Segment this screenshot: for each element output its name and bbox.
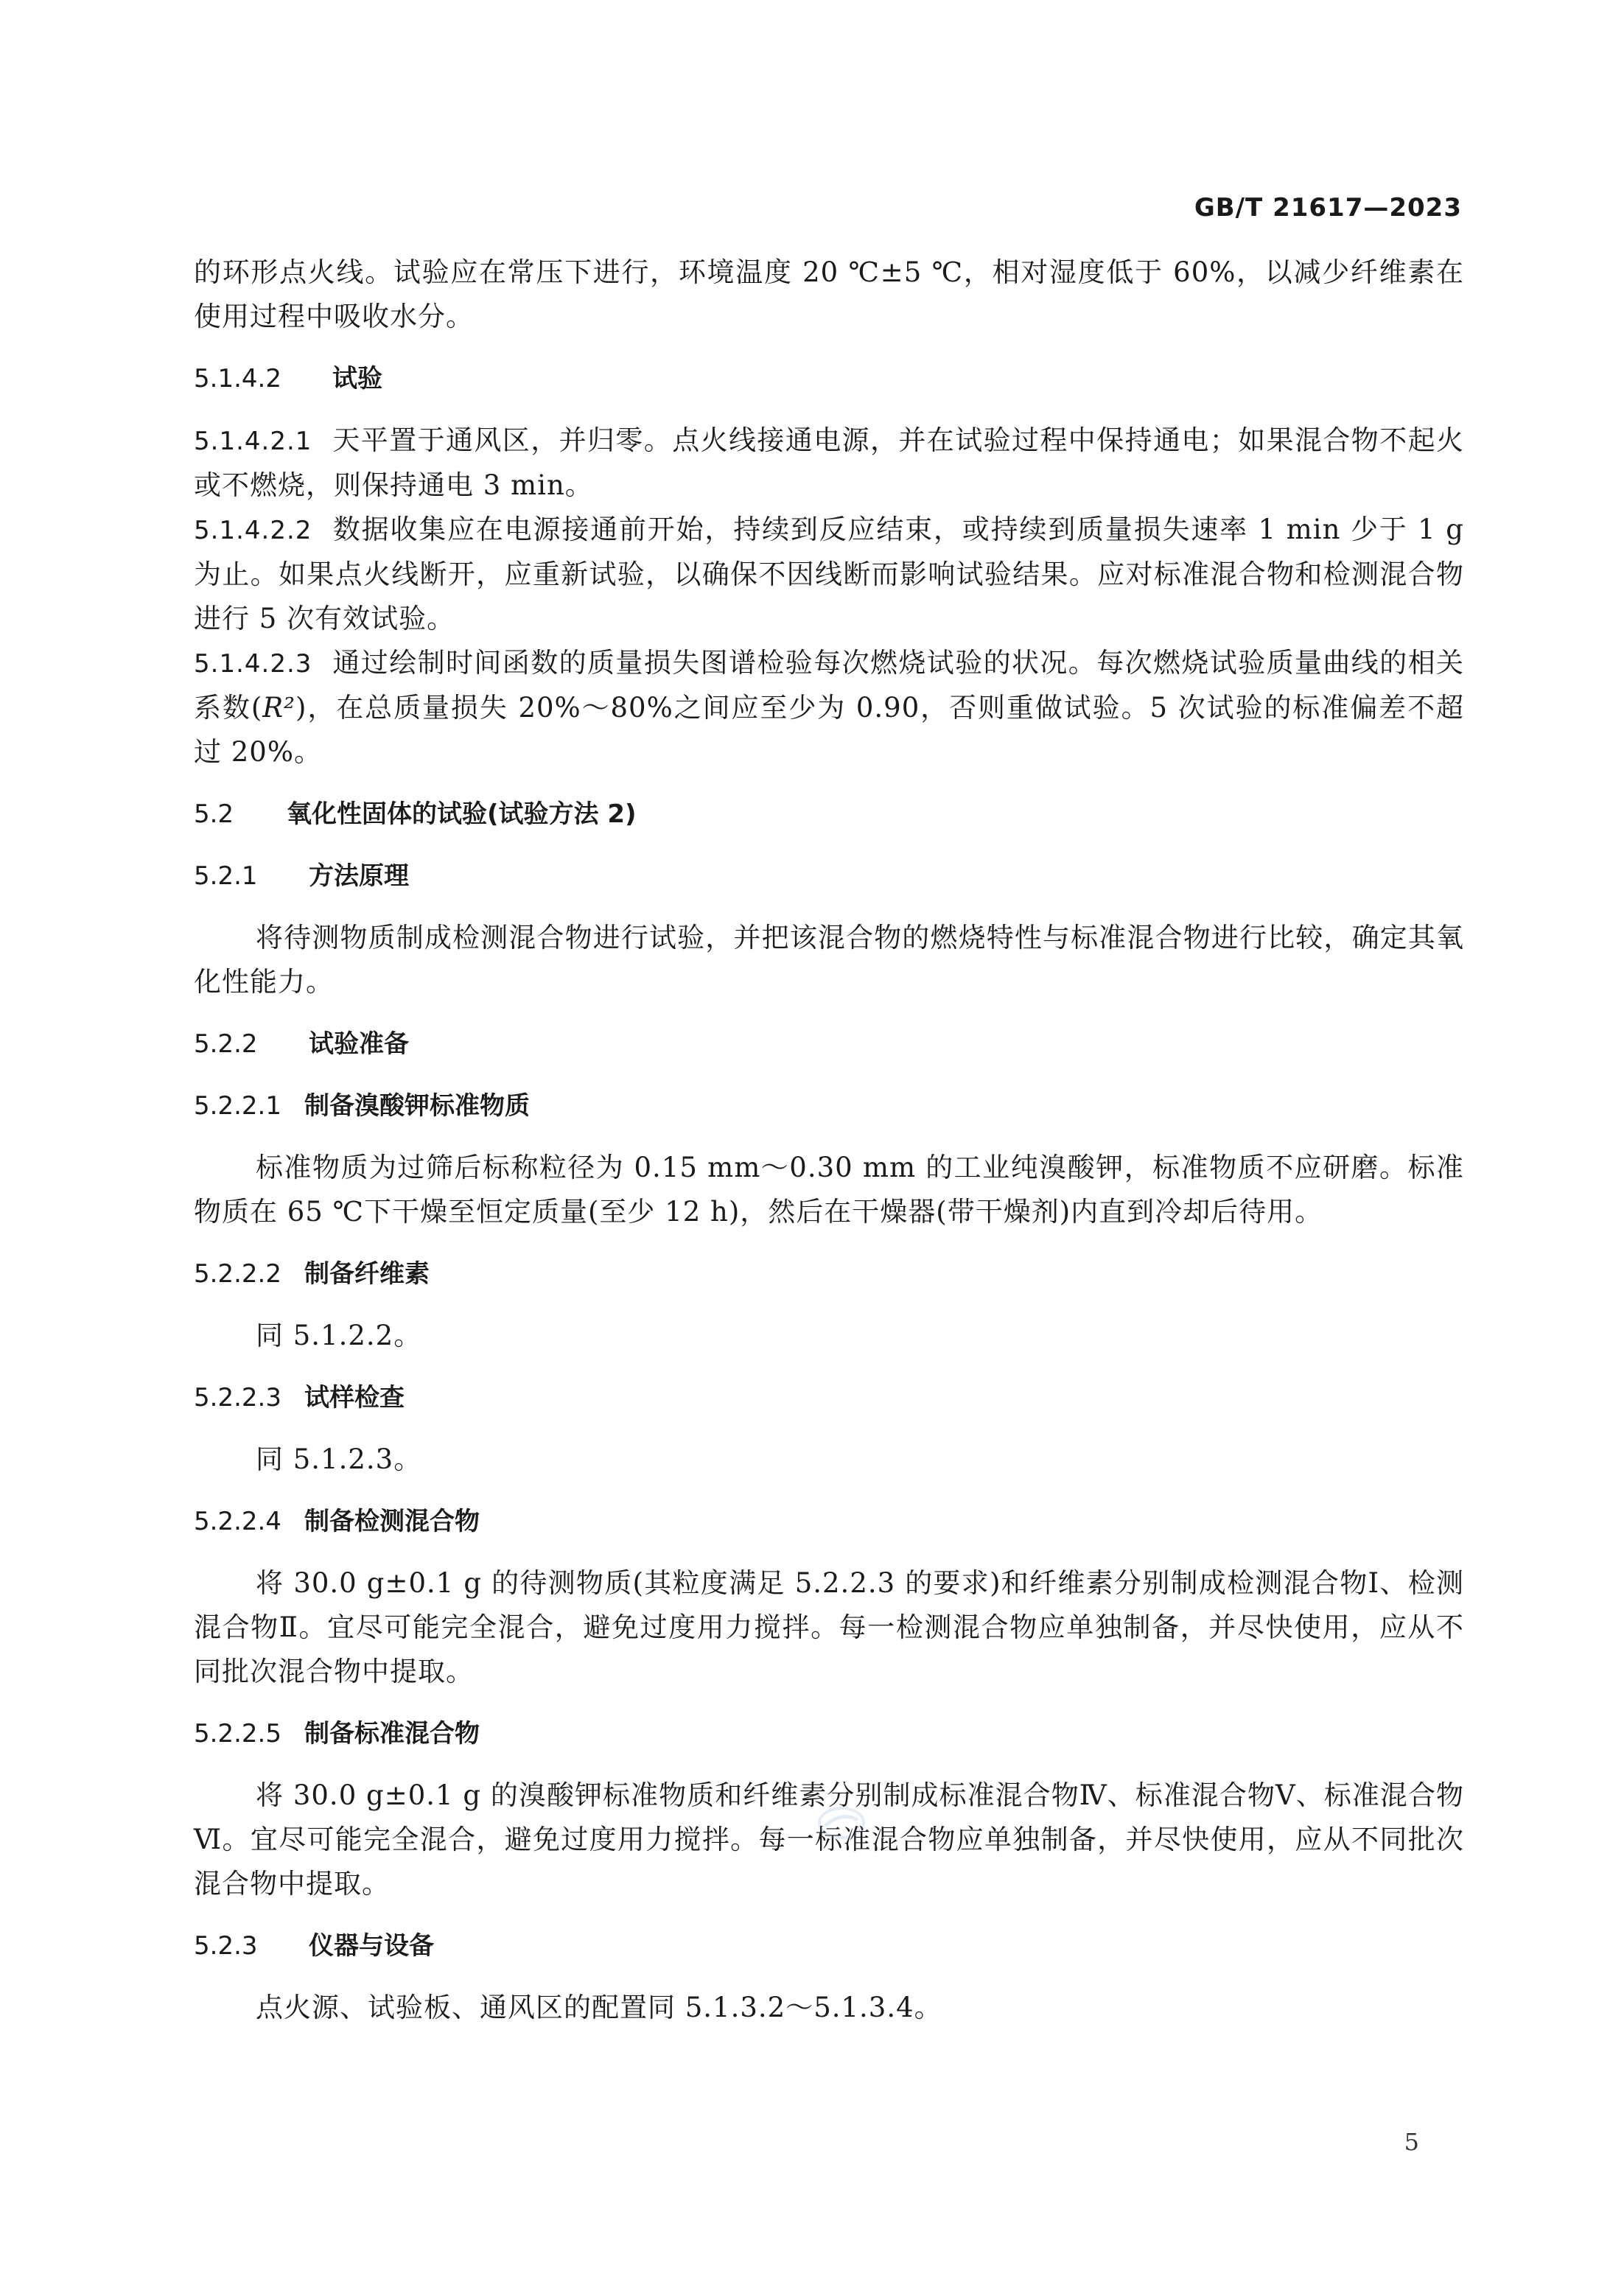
page-number: 5	[1404, 2128, 1419, 2156]
heading-5-2-2: 5.2.2 试验准备	[194, 1029, 409, 1059]
standard-code: GB/T 21617—2023	[1194, 193, 1462, 223]
paragraph-5-2-1: 将待测物质制成检测混合物进行试验，并把该混合物的燃烧特性与标准混合物进行比较，确定其氧化性能力。	[194, 922, 1464, 998]
paragraph-5-2-2-4: 将 30.0 g±0.1 g 的待测物质(其粒度满足 5.2.2.3 的要求)和纤维素分别制成检测混合物Ⅰ、检测混合物Ⅱ。宜尽可能完全混合，避免过度用力搅拌。每一检测混合物应单独制备，并尽快使用，应从不同批次混合物中提取。	[194, 1567, 1464, 1687]
clause-5-1-4-2-2: 5.1.4.2.2 数据收集应在电源接通前开始，持续到反应结束，或持续到质量损失速率 1 min 少于 1 g 为止。如果点火线断开，应重新试验，以确保不因线断而影响试验结果。应对标准混合物和检测混合物进行 5 次有效试验。	[194, 514, 1464, 634]
heading-5-2-3: 5.2.3 仪器与设备	[194, 1931, 434, 1961]
paragraph-continued: 的环形点火线。试验应在常压下进行，环境温度 20 ℃±5 ℃，相对湿度低于 60%，以减少纤维素在使用过程中吸收水分。	[194, 256, 1464, 332]
paragraph-5-2-2-2: 同 5.1.2.2。	[256, 1320, 422, 1351]
heading-5-2-2-1: 5.2.2.1 制备溴酸钾标准物质	[194, 1091, 530, 1121]
heading-5-2: 5.2 氧化性固体的试验(试验方法 2)	[194, 799, 637, 829]
heading-5-1-4-2: 5.1.4.2 试验	[194, 364, 382, 393]
heading-5-2-2-4: 5.2.2.4 制备检测混合物	[194, 1507, 480, 1536]
paragraph-5-2-3: 点火源、试验板、通风区的配置同 5.1.3.2～5.1.3.4。	[256, 1992, 942, 2023]
paragraph-5-2-2-1: 标准物质为过筛后标称粒径为 0.15 mm～0.30 mm 的工业纯溴酸钾，标准物质不应研磨。标准物质在 65 ℃下干燥至恒定质量(至少 12 h)，然后在干燥器(带干燥剂)内直到冷却后待用。	[194, 1152, 1464, 1228]
clause-5-1-4-2-3: 5.1.4.2.3 通过绘制时间函数的质量损失图谱检验每次燃烧试验的状况。每次燃烧试验质量曲线的相关系数(R²)，在总质量损失 20%～80%之间应至少为 0.90，否则重做试验。5 次试验的标准偏差不超过 20%。	[194, 647, 1464, 768]
paragraph-5-2-2-5: 将 30.0 g±0.1 g 的溴酸钾标准物质和纤维素分别制成标准混合物Ⅳ、标准混合物Ⅴ、标准混合物Ⅵ。宜尽可能完全混合，避免过度用力搅拌。每一标准混合物应单独制备，并尽快使用，应从不同批次混合物中提取。	[194, 1779, 1464, 1900]
heading-5-2-1: 5.2.1 方法原理	[194, 861, 409, 891]
sac-logo-icon	[818, 1807, 865, 1839]
document-body	[194, 251, 1464, 2030]
heading-5-2-2-2: 5.2.2.2 制备纤维素	[194, 1259, 430, 1289]
r-squared-symbol: R²	[262, 692, 295, 724]
clause-5-1-4-2-1: 5.1.4.2.1 天平置于通风区，并归零。点火线接通电源，并在试验过程中保持通电；如果混合物不起火或不燃烧，则保持通电 3 min。	[194, 424, 1464, 501]
heading-5-2-2-3: 5.2.2.3 试样检查	[194, 1383, 405, 1412]
paragraph-5-2-2-3: 同 5.1.2.3。	[256, 1443, 422, 1475]
heading-5-2-2-5: 5.2.2.5 制备标准混合物	[194, 1719, 480, 1748]
